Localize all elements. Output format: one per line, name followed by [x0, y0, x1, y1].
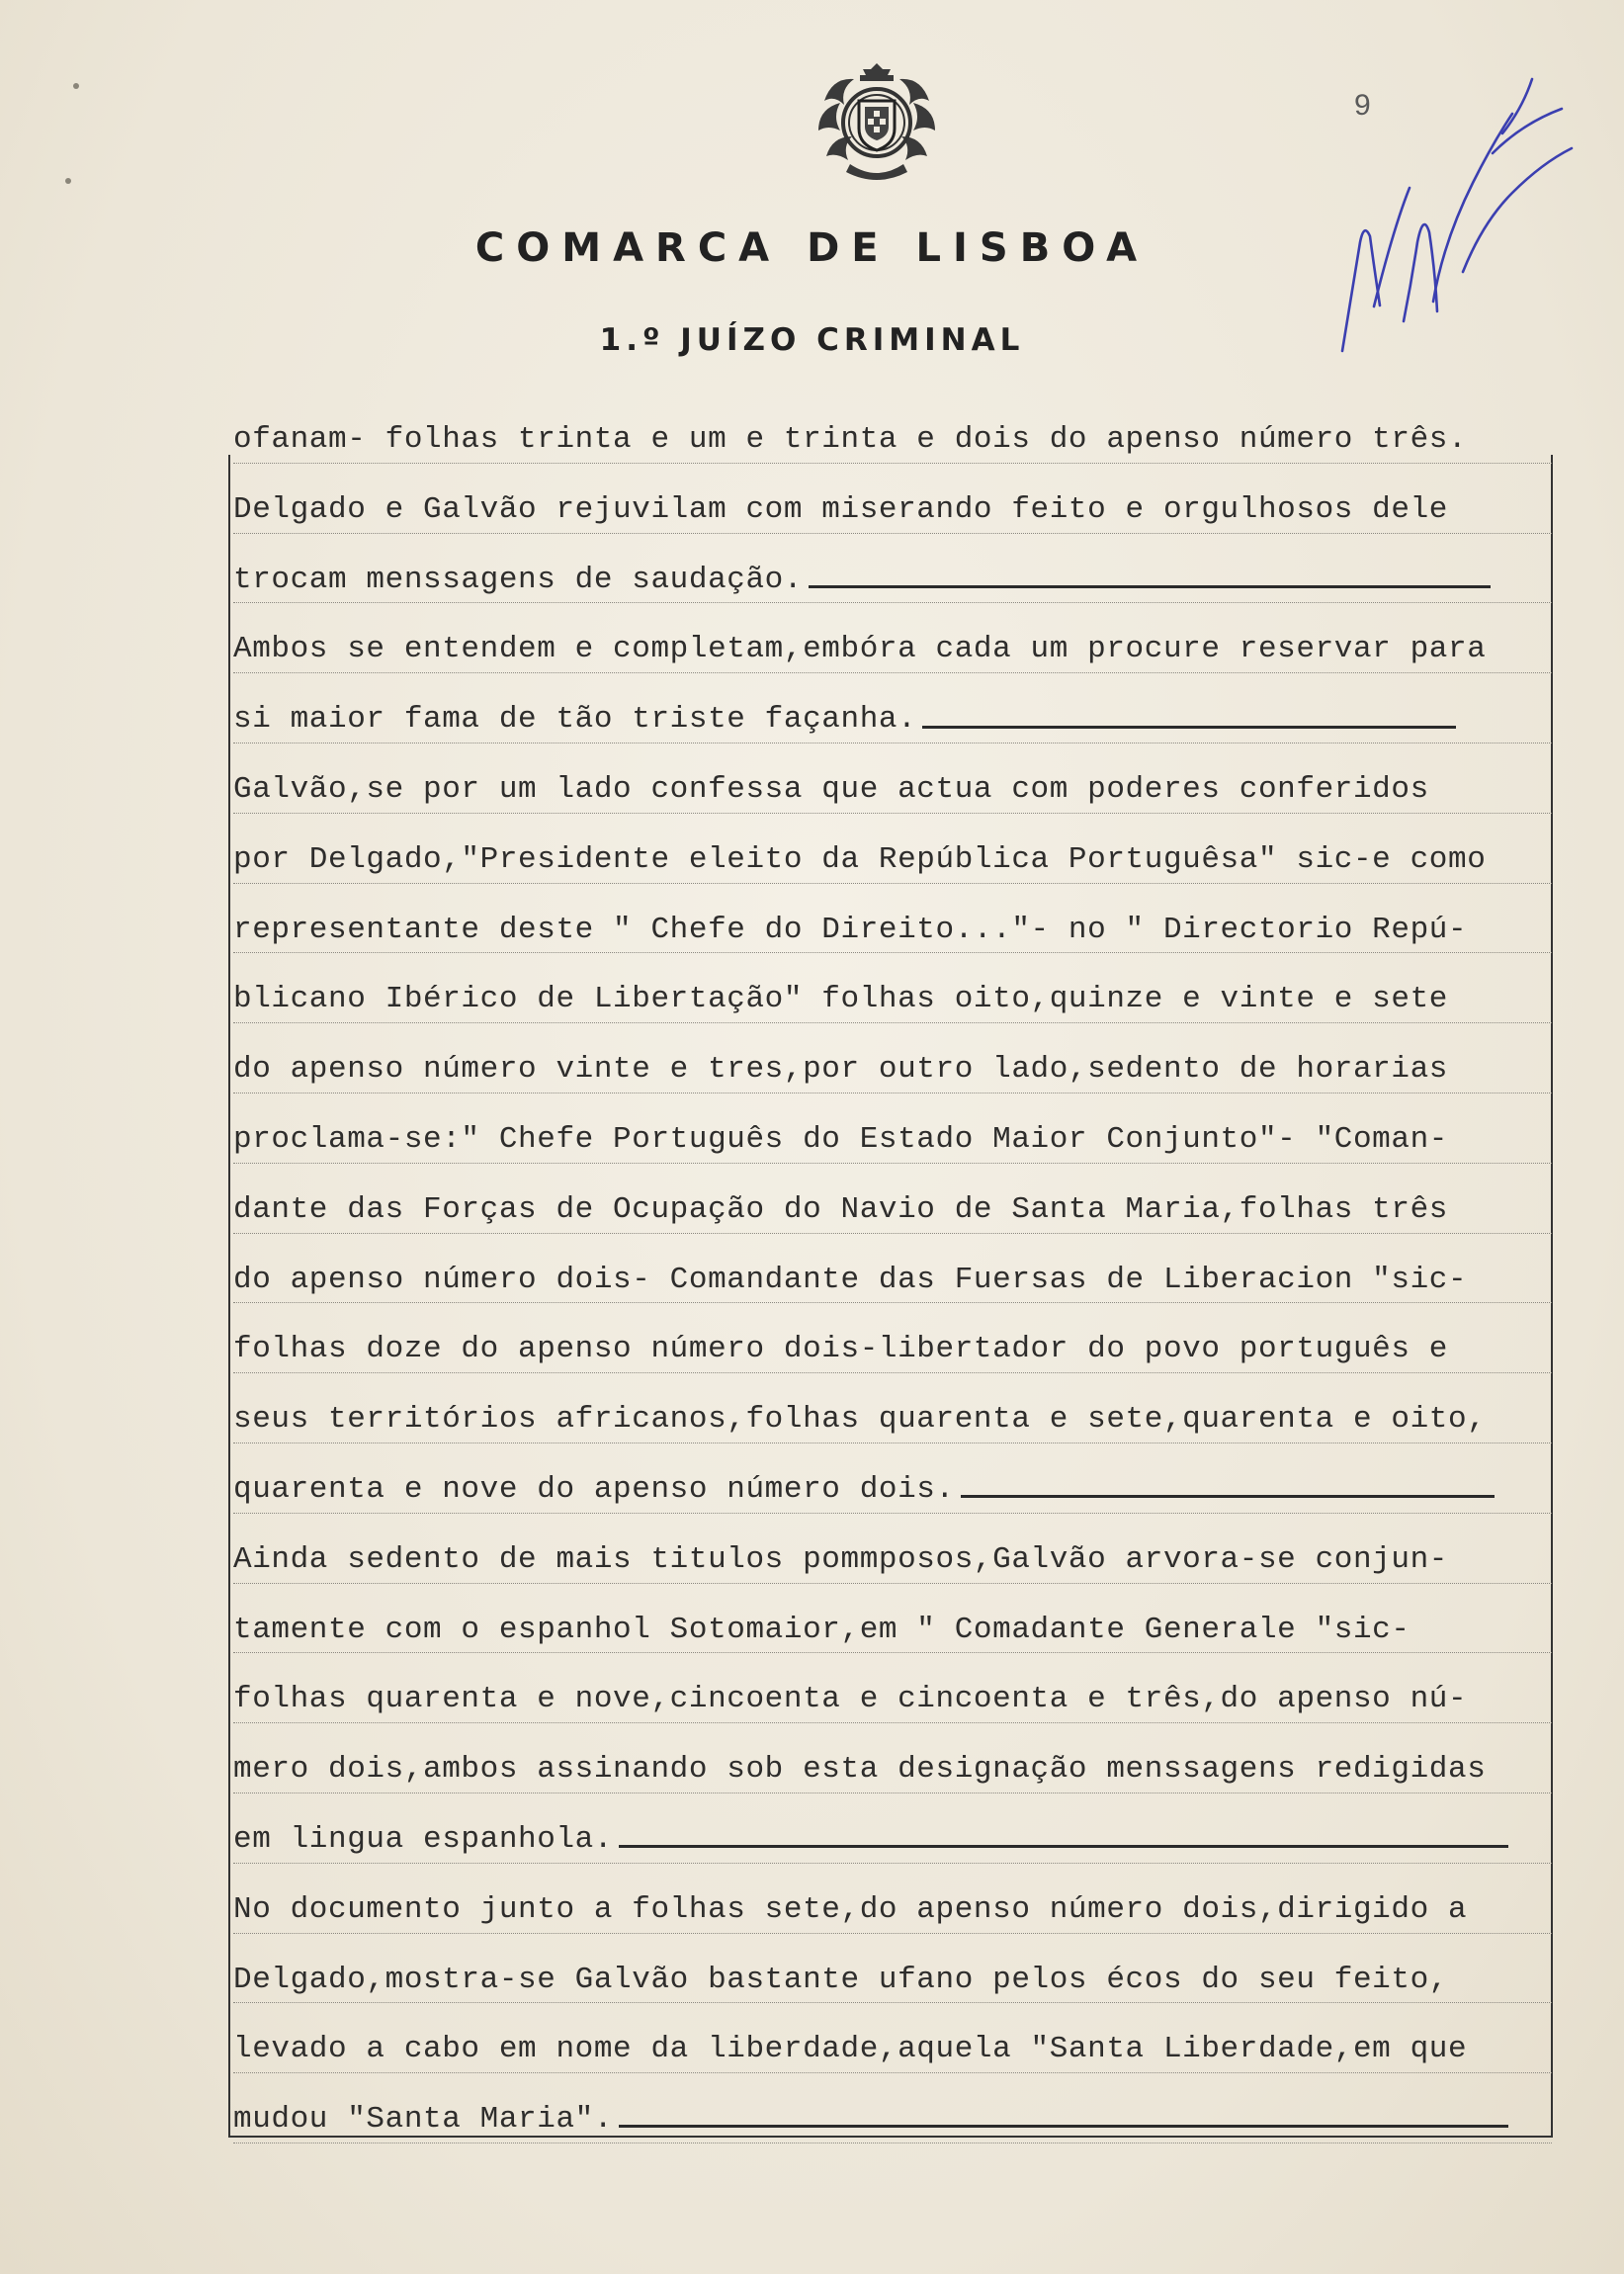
typed-body-text — [233, 405, 1558, 2155]
filler-dash-line — [619, 2125, 1508, 2128]
text-line-content: levado a cabo em nome da liberdade,aquela "Santa Liberdade,em que — [233, 2032, 1468, 2067]
text-line-content: ofanam- folhas trinta e um e trinta e dois do apenso número três. — [233, 422, 1468, 457]
header-title: COMARCA DE LISBOA — [474, 225, 1150, 271]
text-line — [233, 1876, 1558, 1946]
filler-dash-line — [809, 585, 1491, 588]
text-line — [233, 1385, 1558, 1455]
punch-hole-mark — [73, 83, 79, 89]
text-line-content: quarenta e nove do apenso número dois. — [233, 1471, 955, 1507]
left-margin-rule — [228, 455, 230, 2136]
text-line-content: Delgado e Galvão rejuvilam com miserando feito e orgulhosos dele — [233, 491, 1448, 527]
text-line-content: folhas doze do apenso número dois-libertador do povo português e — [233, 1332, 1448, 1367]
text-line — [233, 1946, 1558, 2016]
text-line — [233, 685, 1558, 755]
text-line — [233, 1596, 1558, 1666]
filler-dash-line — [619, 1845, 1508, 1848]
portuguese-coat-of-arms-icon — [811, 61, 943, 180]
text-line — [233, 405, 1558, 476]
text-line — [233, 615, 1558, 685]
text-line-content: mero dois,ambos assinando sob esta designação menssagens redigidas — [233, 1752, 1487, 1788]
text-line-content: dante das Forças de Ocupação do Navio de Santa Maria,folhas três — [233, 1191, 1448, 1227]
text-line-content: si maior fama de tão triste façanha. — [233, 702, 917, 738]
text-line — [233, 1805, 1558, 1876]
header-subtitle: 1.º JUÍZO CRIMINAL — [599, 322, 1025, 358]
text-line-content: No documento junto a folhas sete,do apenso número dois,dirigido a — [233, 1891, 1468, 1927]
text-line-content: Ainda sedento de mais titulos pommposos,Galvão arvora-se conjun- — [233, 1541, 1448, 1577]
text-line — [233, 1315, 1558, 1385]
punch-hole-mark — [65, 178, 71, 184]
text-line-content: folhas quarenta e nove,cincoenta e cincoenta e três,do apenso nú- — [233, 1682, 1468, 1717]
text-line-content: Galvão,se por um lado confessa que actua com poderes conferidos — [233, 771, 1429, 807]
text-line — [233, 1246, 1558, 1316]
text-line — [233, 965, 1558, 1035]
text-line-content: por Delgado,"Presidente eleito da República Portuguêsa" sic-e como — [233, 841, 1487, 877]
text-line — [233, 755, 1558, 826]
text-line-content: Ambos se entendem e completam,embóra cada um procure reservar para — [233, 632, 1487, 667]
text-line-content: do apenso número vinte e tres,por outro lado,sedento de horarias — [233, 1052, 1448, 1088]
text-line — [233, 826, 1558, 896]
text-line — [233, 896, 1558, 966]
text-line — [233, 1735, 1558, 1805]
text-line — [233, 2015, 1558, 2085]
handwritten-signature-mark — [1334, 59, 1591, 356]
text-line — [233, 546, 1558, 616]
text-line — [233, 1176, 1558, 1246]
filler-dash-line — [961, 1495, 1495, 1498]
text-line-content: em lingua espanhola. — [233, 1821, 614, 1857]
text-line-content: tamente com o espanhol Sotomaior,em " Comadante Generale "sic- — [233, 1612, 1410, 1647]
text-line-content: representante deste " Chefe do Direito..."- no " Directorio Repú- — [233, 912, 1468, 947]
text-line-content: do apenso número dois- Comandante das Fuersas de Liberacion "sic- — [233, 1262, 1468, 1297]
filler-dash-line — [922, 726, 1456, 729]
text-line — [233, 1105, 1558, 1176]
text-line — [233, 476, 1558, 546]
text-line-content: Delgado,mostra-se Galvão bastante ufano pelos écos do seu feito, — [233, 1962, 1448, 1997]
text-line-content: seus territórios africanos,folhas quarenta e sete,quarenta e oito, — [233, 1402, 1487, 1438]
text-line — [233, 2085, 1558, 2155]
text-line-content: proclama-se:" Chefe Português do Estado Maior Conjunto"- "Coman- — [233, 1121, 1448, 1157]
text-line — [233, 1035, 1558, 1105]
page-number: 9 — [1354, 89, 1371, 122]
text-line-content: trocam menssagens de saudação. — [233, 562, 804, 597]
text-line — [233, 1665, 1558, 1735]
text-line-content: mudou "Santa Maria". — [233, 2102, 614, 2138]
text-line — [233, 1455, 1558, 1526]
text-line — [233, 1526, 1558, 1596]
text-line-content: blicano Ibérico de Libertação" folhas oito,quinze e vinte e sete — [233, 982, 1448, 1017]
